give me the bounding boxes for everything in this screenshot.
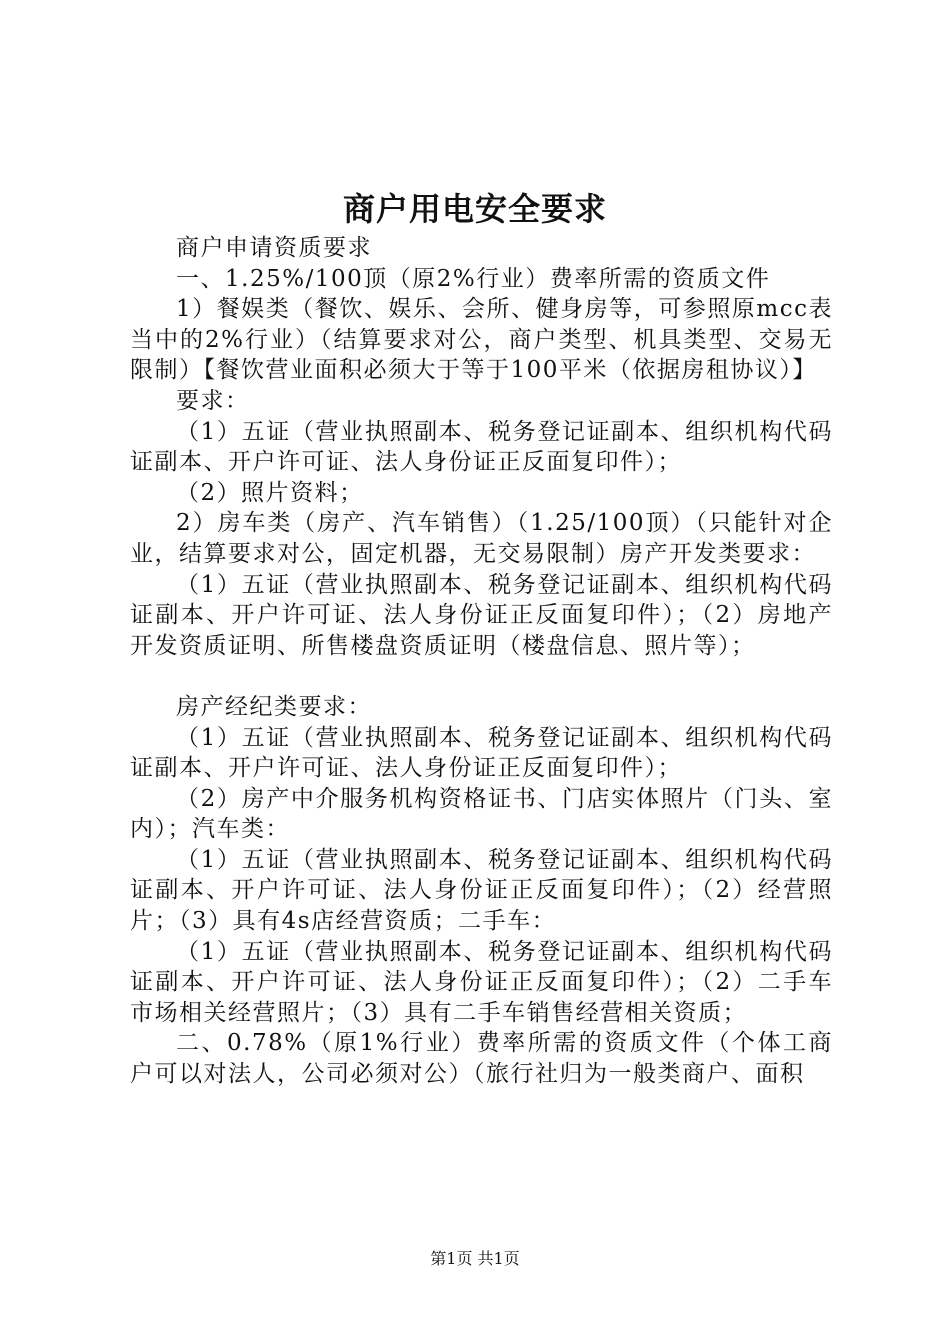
paragraph: 商户申请资质要求 <box>176 235 372 261</box>
document-body <box>130 233 833 1090</box>
paragraph: 一、1.25%/100顶（原2%行业）费率所需的资质文件 <box>176 265 771 292</box>
paragraph: （1）五证（营业执照副本、税务登记证副本、组织机构代码证副本、开户许可证、法人身份证正反面复印件）；（2）二手车市场相关经营照片；（3）具有二手车销售经营相关资质； <box>130 938 833 1026</box>
document-title: 商户用电安全要求 <box>342 190 607 228</box>
paragraph: 二、0.78%（原1%行业）费率所需的资质文件（个体工商户可以对法人，公司必须对公）（旅行社归为一般类商户、面积 <box>130 1030 833 1088</box>
paragraph-spacer <box>130 661 833 692</box>
paragraph: （1）五证（营业执照副本、税务登记证副本、组织机构代码证副本、开户许可证、法人身份证正反面复印件）；（2）房地产开发资质证明、所售楼盘资质证明（楼盘信息、照片等）； <box>130 571 833 659</box>
paragraph: （2）房产中介服务机构资格证书、门店实体照片（门头、室内）；汽车类： <box>130 785 833 843</box>
page-footer: 第1页 共1页 <box>430 1249 520 1268</box>
paragraph: （2）照片资料； <box>176 479 364 506</box>
paragraph: 房产经纪类要求： <box>176 693 372 720</box>
paragraph: 1）餐娱类（餐饮、娱乐、会所、健身房等，可参照原mcc表当中的2%行业）（结算要求对公，商户类型、机具类型、交易无限制）【餐饮营业面积必须大于等于100平米（依据房租协议）】 <box>130 296 833 384</box>
paragraph: （1）五证（营业执照副本、税务登记证副本、组织机构代码证副本、开户许可证、法人身份证正反面复印件）； <box>130 724 833 782</box>
paragraph: 2）房车类（房产、汽车销售）（1.25/100顶）（只能针对企业，结算要求对公，固定机器，无交易限制）房产开发类要求： <box>130 510 833 567</box>
paragraph: 要求： <box>176 387 250 414</box>
paragraph: （1）五证（营业执照副本、税务登记证副本、组织机构代码证副本、开户许可证、法人身份证正反面复印件）； <box>130 418 833 476</box>
paragraph: （1）五证（营业执照副本、税务登记证副本、组织机构代码证副本、开户许可证、法人身份证正反面复印件）；（2）经营照片；（3）具有4s店经营资质；二手车： <box>130 846 833 935</box>
